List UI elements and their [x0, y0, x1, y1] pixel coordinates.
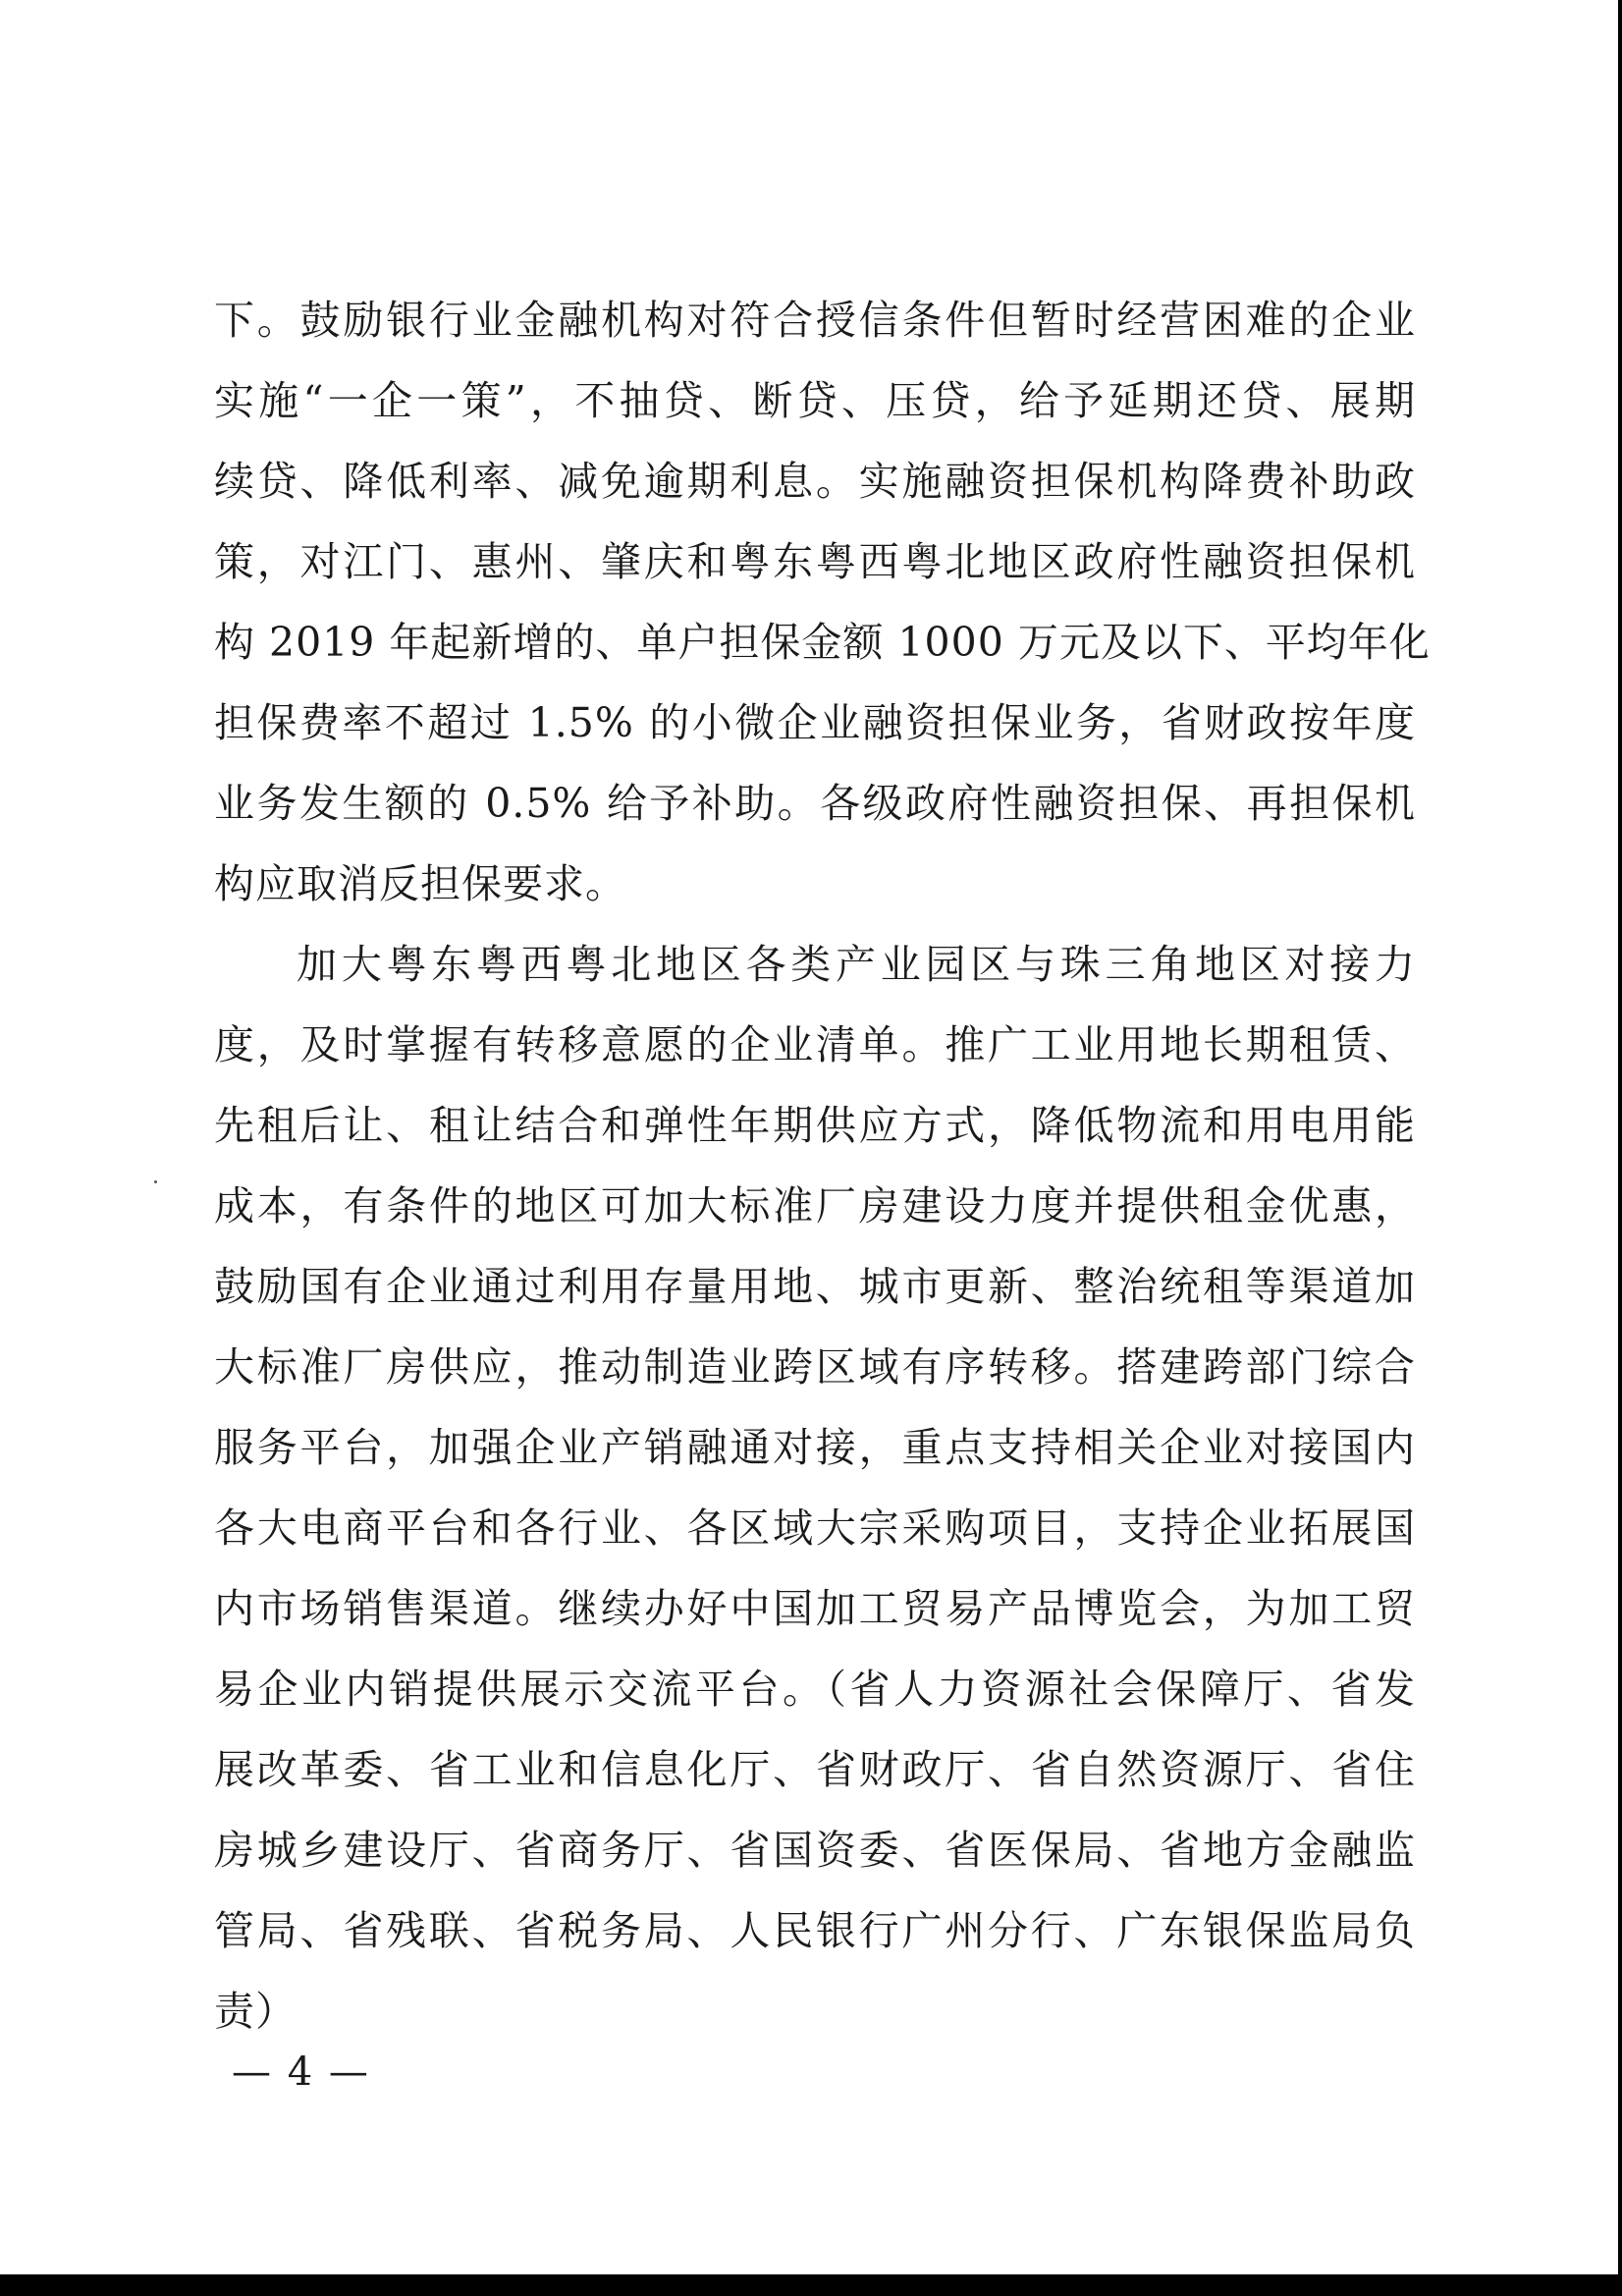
paragraph-1	[214, 280, 1431, 924]
text-line: 鼓励国有企业通过利用存量用地、城市更新、整治统租等渠道加	[214, 1263, 1416, 1310]
text-line: 续贷、降低利率、减免逾期利息。实施融资担保机构降费补助政	[214, 458, 1416, 505]
scan-edge-right	[1618, 0, 1622, 2296]
text-line: 管局、省残联、省税务局、人民银行广州分行、广东银保监局负	[214, 1907, 1416, 1954]
text-line: 责）	[214, 1988, 297, 2035]
page-number: — 4 —	[232, 2050, 370, 2095]
text-line: 成本，有条件的地区可加大标准厂房建设力度并提供租金优惠，	[214, 1182, 1416, 1230]
text-line: 度，及时掌握有转移意愿的企业清单。推广工业用地长期租赁、	[214, 1021, 1416, 1068]
text-line: 先租后让、租让结合和弹性年期供应方式，降低物流和用电用能	[214, 1102, 1416, 1149]
text-line: 实施“一企一策”，不抽贷、断贷、压贷，给予延期还贷、展期	[214, 377, 1416, 424]
text-line: 展改革委、省工业和信息化厅、省财政厅、省自然资源厅、省住	[214, 1746, 1416, 1793]
text-line: 各大电商平台和各行业、各区域大宗采购项目，支持企业拓展国	[214, 1504, 1416, 1552]
text-line: 服务平台，加强企业产销融通对接，重点支持相关企业对接国内	[214, 1424, 1416, 1471]
text-line: 下。鼓励银行业金融机构对符合授信条件但暂时经营困难的企业	[214, 297, 1416, 344]
text-line: 策，对江门、惠州、肇庆和粤东粤西粤北地区政府性融资担保机	[214, 538, 1416, 585]
text-line: 担保费率不超过 1.5% 的小微企业融资担保业务，省财政按年度	[214, 699, 1416, 746]
text-line: 业务发生额的 0.5% 给予补助。各级政府性融资担保、再担保机	[214, 780, 1416, 827]
text-line: 构应取消反担保要求。	[214, 860, 626, 907]
text-line: 大标准厂房供应，推动制造业跨区域有序转移。搭建跨部门综合	[214, 1343, 1416, 1391]
text-line: 构 2019 年起新增的、单户担保金额 1000 万元及以下、平均年化	[214, 619, 1431, 666]
body-text	[214, 280, 1431, 2051]
paragraph-2	[214, 924, 1416, 2051]
scan-speck	[154, 1180, 157, 1183]
text-line: 房城乡建设厅、省商务厅、省国资委、省医保局、省地方金融监	[214, 1827, 1416, 1874]
scan-edge-bottom	[0, 2274, 1622, 2296]
text-line: 加大粤东粤西粤北地区各类产业园区与珠三角地区对接力	[297, 941, 1416, 988]
text-line: 易企业内销提供展示交流平台。（省人力资源社会保障厅、省发	[214, 1666, 1416, 1713]
text-line: 内市场销售渠道。继续办好中国加工贸易产品博览会，为加工贸	[214, 1585, 1416, 1632]
